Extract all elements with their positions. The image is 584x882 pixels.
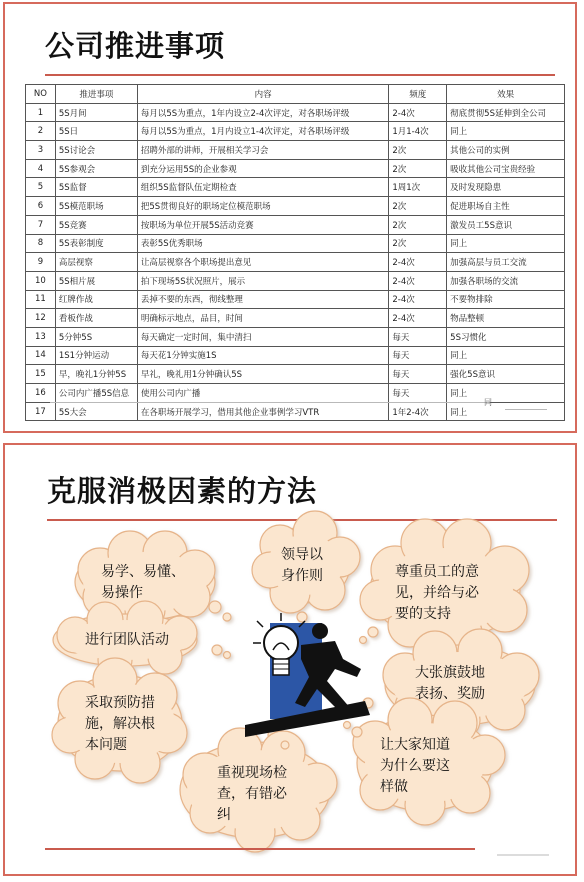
table-row [26,271,565,290]
cell-effect: 不要物排除 [447,290,565,309]
cell-item: 5S日 [55,122,137,141]
cell-frequency: 1周1次 [389,178,447,197]
lightbulb-figure-icon [245,613,370,737]
cell-content: 丢掉不要的东西，彻线整理 [137,290,389,309]
cell-no: 9 [26,253,56,272]
cell-effect: 激发员工5S意识 [447,215,565,234]
cell-no: 3 [26,141,56,160]
table-row [26,290,565,309]
cell-frequency: 2次 [389,197,447,216]
table-row [26,103,565,122]
cell-item: 高层视察 [55,253,137,272]
cell-item: 5S表彰制度 [55,234,137,253]
cell-item: 公司内广播5S信息 [55,384,137,403]
cell-effect: 5S习惯化 [447,327,565,346]
cell-content: 表彰5S优秀职场 [137,234,389,253]
bubble-text-6: 采取预防措 施，解决根 本问题 [85,695,155,753]
table-row [26,122,565,141]
cell-effect: 加强高层与员工交流 [447,253,565,272]
col-header-content: 内容 [137,85,389,104]
table-row [26,197,565,216]
cell-frequency: 2次 [389,234,447,253]
table-row [26,365,565,384]
footer-text: 同 [484,398,492,407]
col-header-no: NO [26,85,56,104]
cell-frequency: 每天 [389,365,447,384]
cell-item: 看板作战 [55,309,137,328]
cell-item: 5S月间 [55,103,137,122]
cell-effect: 彻底贯彻5S延伸到全公司 [447,103,565,122]
table-row [26,178,565,197]
cell-no: 10 [26,271,56,290]
cell-item: 5S竞赛 [55,215,137,234]
bubble-text-1: 易学、易懂、 易操作 [101,564,185,601]
cell-content: 让高层视察各个职场提出意见 [137,253,389,272]
cell-no: 13 [26,327,56,346]
table-row [26,141,565,160]
cell-effect: 同上 [447,234,565,253]
cell-frequency: 2-4次 [389,271,447,290]
col-header-item: 推进事项 [55,85,137,104]
footer-line [50,402,490,403]
cell-no: 2 [26,122,56,141]
cell-effect: 物品整顿 [447,309,565,328]
slide-title-2: 克服消极因素的方法 [47,474,318,508]
cell-effect: 强化5S意识 [447,365,565,384]
cell-content: 每月以5S为重点，1年内设立2-4次评定，对各职场评级 [137,103,389,122]
cell-content: 使用公司内广播 [137,384,389,403]
cell-effect: 同上 [447,346,565,365]
table-row [26,327,565,346]
cell-effect: 同上 [447,402,565,421]
cell-no: 6 [26,197,56,216]
bubble-text-7: 让大家知道 为什么要这 样做 [380,737,450,795]
cell-no: 17 [26,402,56,421]
cell-frequency: 2-4次 [389,290,447,309]
cell-content: 每天确定一定时间，集中清扫 [137,327,389,346]
bubble-text-3: 尊重员工的意 见，并给与必 要的支持 [395,564,479,622]
table-header-row [26,85,565,104]
slide-company-initiatives [3,2,577,433]
cell-item: 早，晚礼1分钟5S [55,365,137,384]
table-row [26,215,565,234]
cell-no: 12 [26,309,56,328]
cell-frequency: 1年2-4次 [389,402,447,421]
cell-item: 5S大会 [55,402,137,421]
cell-no: 7 [26,215,56,234]
cell-content: 在各职场开展学习，借用其他企业事例学习VTR [137,402,389,421]
cell-content: 组织5S监督队伍定期检查 [137,178,389,197]
cell-no: 8 [26,234,56,253]
table-row [26,346,565,365]
cell-no: 15 [26,365,56,384]
cell-frequency: 2-4次 [389,253,447,272]
cell-content: 明确标示地点，品目，时间 [137,309,389,328]
cell-frequency: 每天 [389,327,447,346]
cell-frequency: 每天 [389,346,447,365]
cell-item: 5S相片展 [55,271,137,290]
cell-item: 5分钟5S [55,327,137,346]
cell-frequency: 2次 [389,215,447,234]
cell-frequency: 1月1-4次 [389,122,447,141]
cell-item: 1S1分钟运动 [55,346,137,365]
cell-frequency: 2-4次 [389,309,447,328]
cell-no: 16 [26,384,56,403]
cell-effect: 吸收其他公司宝贵经验 [447,159,565,178]
bubble-text-5: 大张旗鼓地 表扬、奖励 [415,665,485,702]
cell-effect: 加强各职场的交流 [447,271,565,290]
cell-frequency: 2-4次 [389,103,447,122]
footer-mark [505,409,547,410]
cell-content: 把5S贯彻良好的职场定位模范职场 [137,197,389,216]
title-underline [45,74,555,76]
table-row [26,309,565,328]
col-header-effect: 效果 [447,85,565,104]
cell-no: 5 [26,178,56,197]
initiatives-table [25,84,565,421]
cell-content: 每月以5S为重点，1月内设立1-4次评定，对各职场评级 [137,122,389,141]
cell-item: 5S讨论会 [55,141,137,160]
cell-effect: 其他公司的实例 [447,141,565,160]
cell-effect: 促进职场自主性 [447,197,565,216]
bubble-text-8: 重视现场检 查，有错必 纠 [217,765,287,823]
cell-content: 每天花1分钟实施1S [137,346,389,365]
table-row [26,234,565,253]
slide-overcoming-negativity [3,443,577,876]
cell-no: 4 [26,159,56,178]
cell-content: 按职场为单位开展5S活动竞赛 [137,215,389,234]
bubble-text-2: 领导以 身作则 [281,547,323,584]
cell-effect: 同上 [447,384,565,403]
cell-frequency: 2次 [389,141,447,160]
bubble-text-4: 进行团队活动 [85,632,169,648]
table-row [26,253,565,272]
cell-no: 11 [26,290,56,309]
cell-item: 5S监督 [55,178,137,197]
cell-no: 14 [26,346,56,365]
cell-item: 5S参观会 [55,159,137,178]
cell-content: 到充分运用5S的企业参观 [137,159,389,178]
cell-content: 拍下现场5S状况照片，展示 [137,271,389,290]
cell-item: 5S模范职场 [55,197,137,216]
cell-effect: 同上 [447,122,565,141]
cell-effect: 及时发现隐患 [447,178,565,197]
cell-frequency: 2次 [389,159,447,178]
cell-content: 早礼，晚礼用1分钟确认5S [137,365,389,384]
col-header-frequency: 频度 [389,85,447,104]
cell-item: 红牌作战 [55,290,137,309]
slide-title: 公司推进事项 [45,29,226,63]
table-row [26,159,565,178]
cell-content: 招聘外部的讲师，开展相关学习会 [137,141,389,160]
cell-no: 1 [26,103,56,122]
clouds-illustration [5,445,575,874]
cell-frequency: 每天 [389,384,447,403]
